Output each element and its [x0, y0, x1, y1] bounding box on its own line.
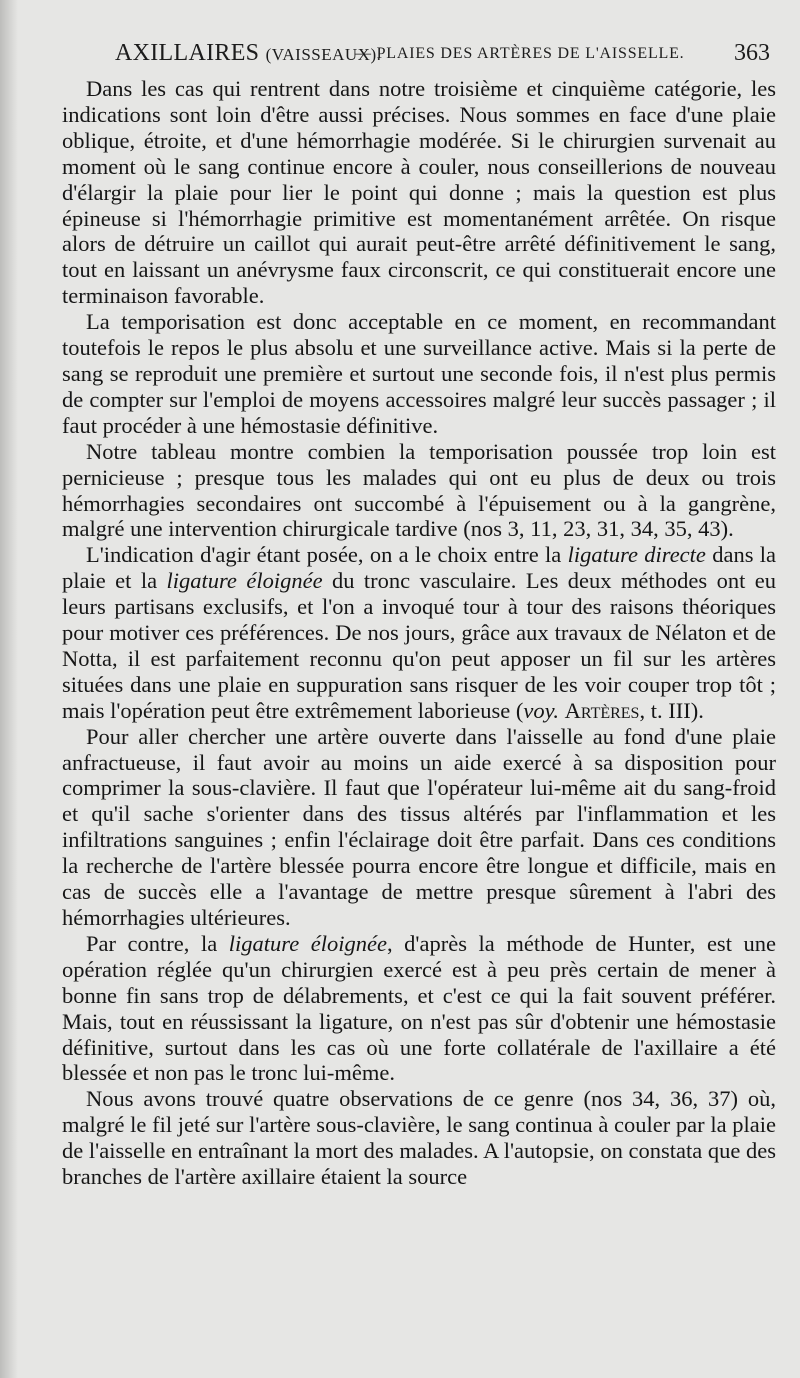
header-title: AXILLAIRES (VAISSEAUX). [115, 40, 382, 66]
paragraph-2: La temporisation est donc acceptable en ce moment, en recommandant toutefois le repos le plus absolu et une surveillance active. Mais si la perte de sang se reproduit une première et surtout une seconde fois, il n'est plus permis de compter sur l'emploi de moyens accessoires malgré leur succès passager ; il faut procéder à une hémostasie définitive. [62, 309, 776, 438]
header-subtitle: — PLAIES DES ARTÈRES DE L'AISSELLE. [355, 45, 685, 62]
page-gutter-shadow [0, 0, 18, 1378]
term-ligature-eloignee-2: ligature éloignée [228, 930, 387, 956]
term-ligature-directe: ligature directe [567, 542, 706, 568]
term-ligature-eloignee: ligature éloignée [166, 568, 323, 594]
header-title-paren: (VAISSEAUX). [265, 45, 382, 64]
paragraph-7: Nous avons trouvé quatre observations de ce genre (nos 34, 36, 37) où, malgré le fil jeté sur l'artère sous-clavière, le sang continua à couler par la plaie de l'aisselle en entraînant la mort des malades. A l'autopsie, on constata que des branches de l'artère axillaire étaient la source [62, 1086, 776, 1190]
body-text [62, 76, 776, 1190]
paragraph-6: Par contre, la ligature éloignée, d'après la méthode de Hunter, est une opération réglée qu'un chirurgien exercé est à peu près certain de mener à bonne fin sans trop de délabrements, et c'est ce qui la fait souvent préférer. Mais, tout en réussissant la ligature, on n'est pas sûr d'obtenir une hémostasie définitive, surtout dans les cas où une forte collatérale de l'axillaire a été blessée et non pas le tronc lui-même. [62, 930, 776, 1086]
paragraph-4: L'indication d'agir étant posée, on a le choix entre la ligature directe dans la plaie et la ligature éloignée du tronc vasculaire. Les deux méthodes ont eu leurs partisans exclusifs, et l'on a invoqué tour à tour des raisons théoriques pour motiver ces préférences. De nos jours, grâce aux travaux de Nélaton et de Notta, il est parfaitement reconnu qu'on peut apposer un fil sur les artères situées dans une plaie en suppuration sans risquer de les voir couper trop tôt ; mais l'opération peut être extrêmement laborieuse (voy. Artères, t. III). [62, 542, 777, 723]
paragraph-3: Notre tableau montre combien la temporisation poussée trop loin est pernicieuse ; presque tous les malades qui ont eu plus de deux ou trois hémorrhagies secondaires ont succombé à l'épuisement ou à la gangrène, malgré une intervention chirurgicale tardive (nos 3, 11, 23, 31, 34, 35, 43). [62, 438, 776, 542]
paragraph-1: Dans les cas qui rentrent dans notre troisième et cinquième catégorie, les indications sont loin d'être aussi précises. Nous sommes en face d'une plaie oblique, étroite, et d'une hémorrhagie modérée. Si le chirurgien survenait au moment où le sang continue encore à couler, nous conseillerions de nouveau d'élargir la plaie pour lier le point qui donne ; mais la question est plus épineuse si l'hémorrhagie primitive est momentanément arrêtée. On risque alors de détruire un caillot qui aurait peut-être arrêté définitivement le sang, tout en laissant un anévrysme faux circonscrit, ce qui constituerait encore une terminaison favorable. [62, 76, 776, 309]
paragraph-5: Pour aller chercher une artère ouverte dans l'aisselle au fond d'une plaie anfractueuse, il faut avoir au moins un aide exercé à sa disposition pour comprimer la sous-clavière. Il faut que l'opérateur lui-même ait du sang-froid et qu'il sache s'orienter dans des tissus altérés par l'inflammation et les infiltrations sanguines ; enfin l'éclairage doit être parfait. Dans ces conditions la recherche de l'artère blessée pourra encore être longue et difficile, mais en cas de succès elle a l'avantage de mettre presque sûrement à l'abri des hémorrhagies ultérieures. [62, 723, 776, 930]
ref-arteres: Artères [564, 697, 640, 723]
ref-voy: voy. [523, 697, 559, 723]
page-number: 363 [734, 40, 770, 66]
running-header [115, 40, 770, 76]
